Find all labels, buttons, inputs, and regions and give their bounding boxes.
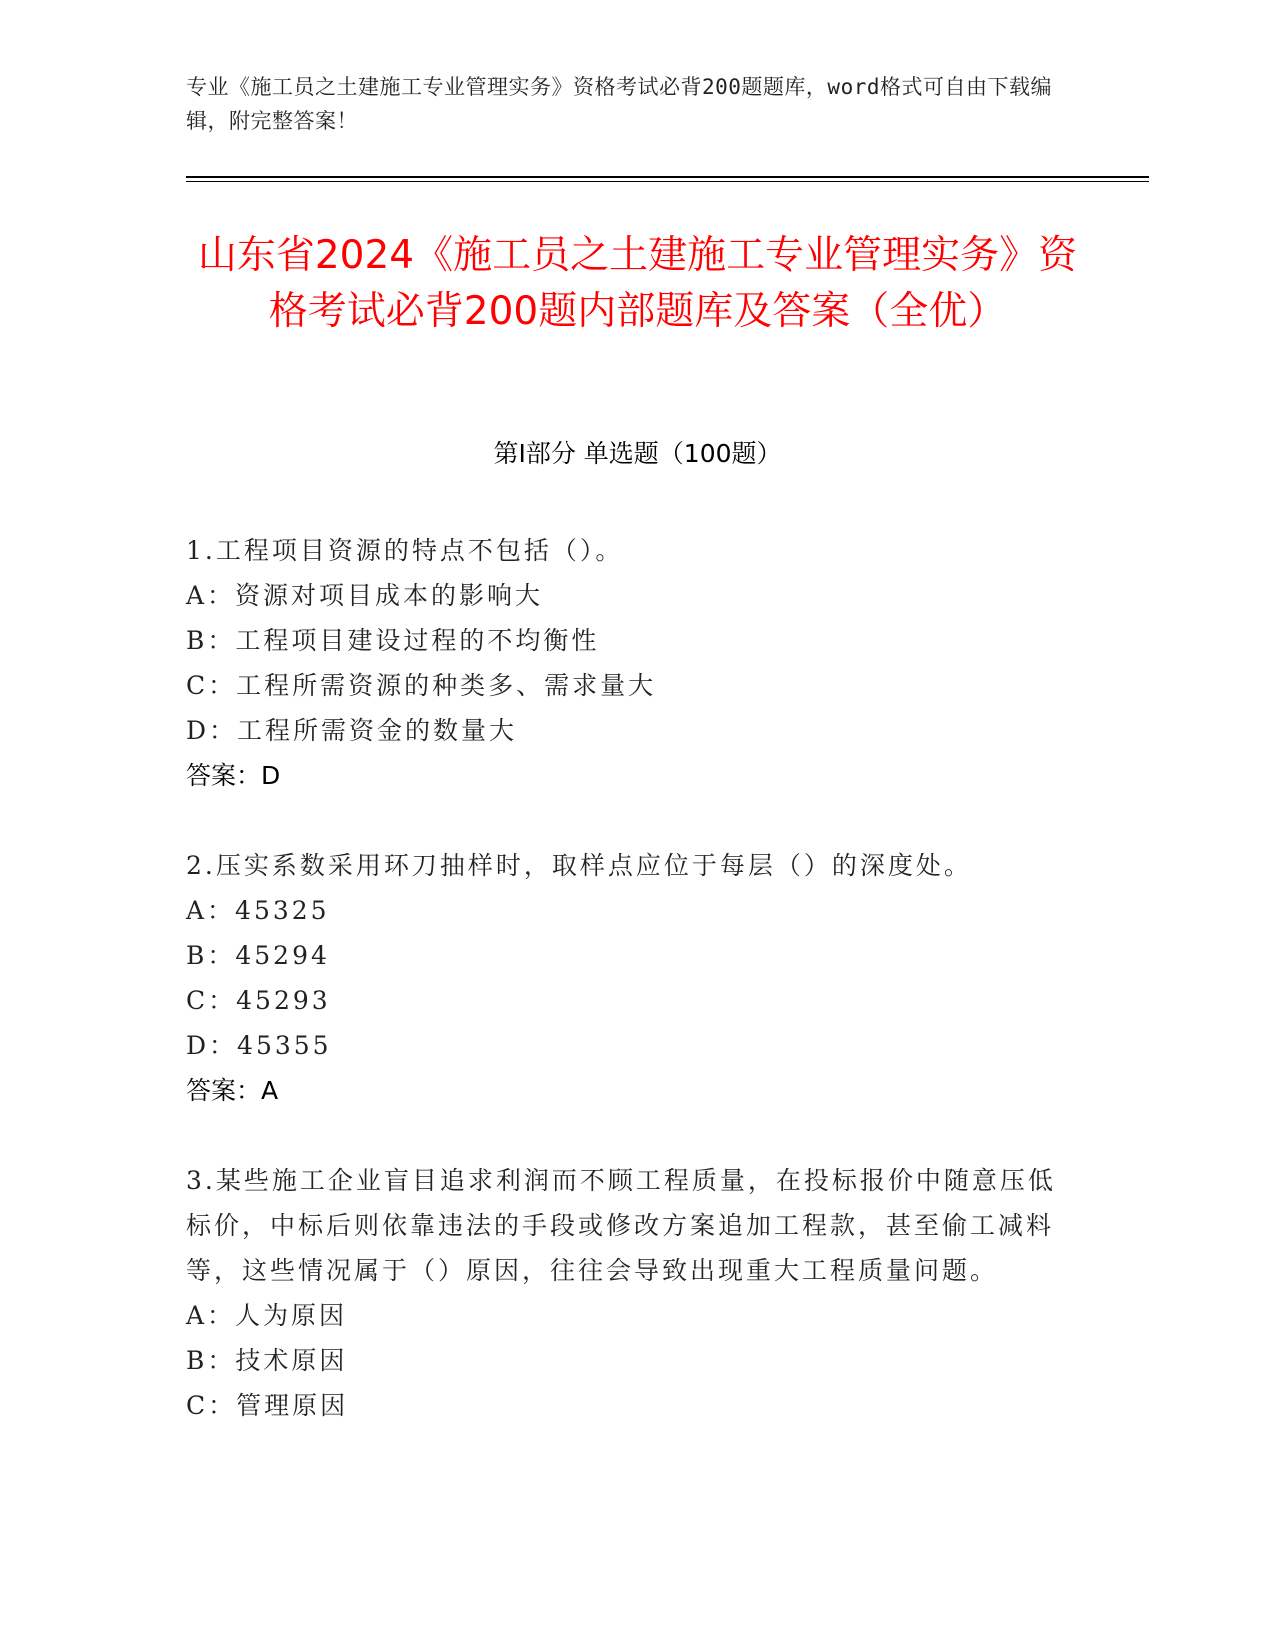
option-d: D：45355 xyxy=(186,1031,332,1060)
question-stem: 1.工程项目资源的特点不包括（）。 xyxy=(186,536,624,565)
question-list xyxy=(186,528,1066,1473)
option-b: B：技术原因 xyxy=(186,1346,348,1375)
option-b: B：工程项目建设过程的不均衡性 xyxy=(186,626,600,655)
option-c: C：45293 xyxy=(186,986,331,1015)
option-c: C：工程所需资源的种类多、需求量大 xyxy=(186,671,657,700)
option-a: A：45325 xyxy=(186,896,330,925)
section-title: 第I部分 单选题（100题） xyxy=(493,439,782,468)
question-item xyxy=(186,1158,1066,1428)
document-title: 山东省2024《施工员之土建施工专业管理实务》资格考试必背200题内部题库及答案（全优） xyxy=(197,233,1078,334)
option-c: C：管理原因 xyxy=(186,1391,349,1420)
question-item xyxy=(186,528,1066,798)
option-a: A：资源对项目成本的影响大 xyxy=(186,581,544,610)
question-stem: 3.某些施工企业盲目追求利润而不顾工程质量，在投标报价中随意压低标价，中标后则依靠违法的手段或修改方案追加工程款，甚至偷工减料等，这些情况属于（）原因，往往会导致出现重大工程质量问题。 xyxy=(186,1166,1056,1285)
header-divider-thick xyxy=(186,176,1149,178)
option-d: D：工程所需资金的数量大 xyxy=(186,716,518,745)
header-divider-thin xyxy=(186,181,1149,182)
question-stem: 2.压实系数采用环刀抽样时，取样点应位于每层（）的深度处。 xyxy=(186,851,972,880)
answer-line: 答案：D xyxy=(186,761,281,790)
option-b: B：45294 xyxy=(186,941,330,970)
question-item xyxy=(186,843,1066,1113)
header-note: 专业《施工员之土建施工专业管理实务》资格考试必背200题题库，word格式可自由下载编辑，附完整答案！ xyxy=(186,75,1052,133)
answer-line: 答案：A xyxy=(186,1076,279,1105)
option-a: A：人为原因 xyxy=(186,1301,348,1330)
